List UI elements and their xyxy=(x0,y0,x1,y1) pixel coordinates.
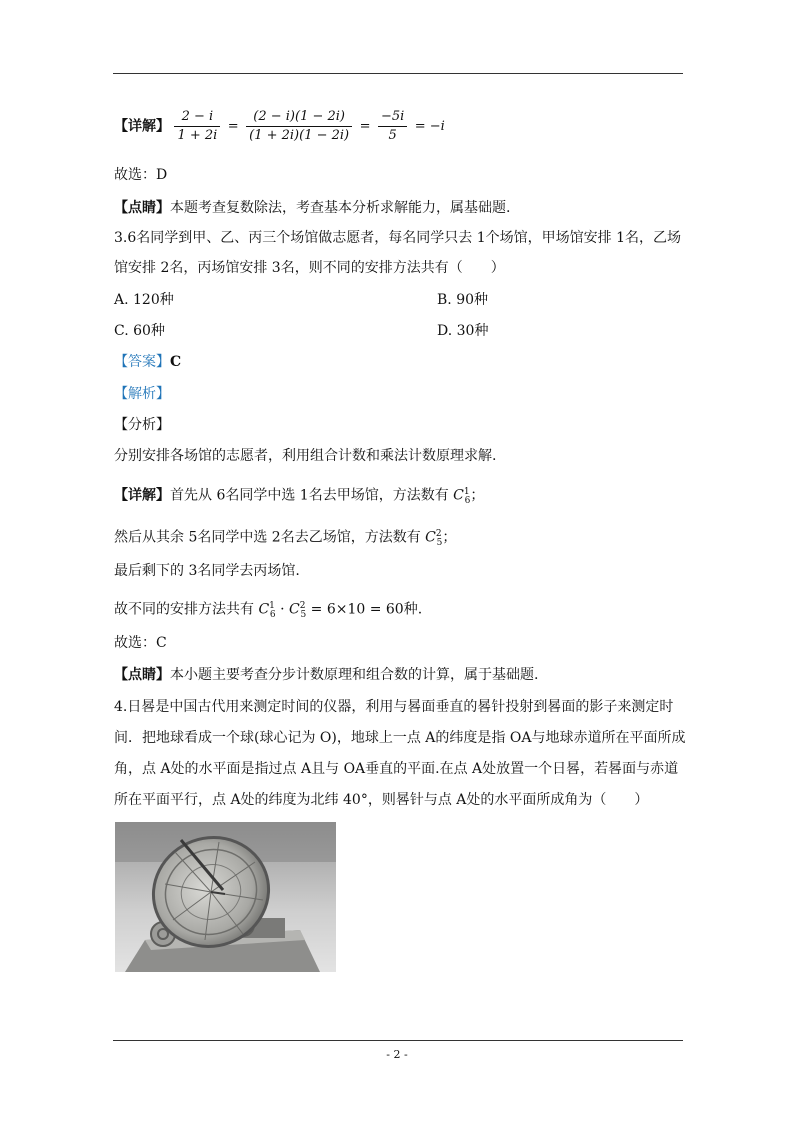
analysis-text: 分别安排各场馆的志愿者，利用组合计数和乘法计数原理求解. xyxy=(114,448,497,464)
sundial-photo xyxy=(115,822,336,972)
choose-answer-2: 故选：C xyxy=(114,635,167,651)
answer: 【答案】C xyxy=(114,354,182,370)
result: = −i xyxy=(414,118,445,134)
choose-answer-1: 故选：D xyxy=(114,167,168,183)
option-c: C. 60种 xyxy=(114,323,165,339)
question-3-line-2: 馆安排 2名，丙场馆安排 3名，则不同的安排方法共有（ ） xyxy=(114,260,505,276)
option-b: B. 90种 xyxy=(437,292,489,308)
comment-1: 【点睛】本题考查复数除法，考查基本分析求解能力，属基础题. xyxy=(114,200,511,216)
question-4-line-1: 4.日晷是中国古代用来测定时间的仪器，利用与晷面垂直的晷针投射到晷面的影子来测定时 xyxy=(114,699,674,715)
detail-line-4: 故不同的安排方法共有 $C^1_6 \cdot C^2_5 = 6\times 10 = 60$种. xyxy=(114,601,423,621)
fraction-3: $\frac{-5i}{5}$ xyxy=(378,108,407,145)
fraction-2: $\frac{(2 - i)(1 - 2i)}{(1 + 2i)(1 - 2i)}$ xyxy=(246,108,352,145)
detail-line-1: 【详解】首先从 6名同学中选 1名去甲场馆，方法数有 $C^1_6$； xyxy=(114,487,485,507)
question-4-line-3: 角，点 A处的水平面是指过点 A且与 OA垂直的平面.在点 A处放置一个日晷，若晷面与赤道 xyxy=(114,761,679,777)
analysis-subheading: 【分析】 xyxy=(114,417,170,433)
question-4-line-2: 间．把地球看成一个球(球心记为 O)，地球上一点 A的纬度是指 OA与地球赤道所在平面所成 xyxy=(114,730,686,746)
question-4-line-4: 所在平面平行，点 A处的纬度为北纬 40°，则晷针与点 A处的水平面所成角为（ ） xyxy=(114,792,649,808)
page-number: - 2 - xyxy=(386,1048,408,1061)
detail-line-2: 然后从其余 5名同学中选 2名去乙场馆，方法数有 $C^2_5$； xyxy=(114,529,457,549)
option-a: A. 120种 xyxy=(114,292,174,308)
fraction-1: $\frac{2 - i}{1 + 2i}$ xyxy=(174,108,220,145)
detail-equation: 【详解】 $\frac{2 - i}{1 + 2i}$ = $\frac{(2 - i)(1 - 2i)}{(1 + 2i)(1 - 2i)}$ = $\frac{-5i}{5}$ = −i xyxy=(114,109,445,143)
option-d: D. 30种 xyxy=(437,323,489,339)
footer-rule xyxy=(113,1040,683,1041)
question-3-line-1: 3.6名同学到甲、乙、丙三个场馆做志愿者，每名同学只去 1个场馆，甲场馆安排 1名，乙场 xyxy=(114,230,681,246)
detail-label: 【详解】 xyxy=(114,118,170,135)
header-rule xyxy=(113,73,683,74)
analysis-label: 【解析】 xyxy=(114,386,170,402)
detail-line-3: 最后剩下的 3名同学去丙场馆. xyxy=(114,563,300,579)
comment-2: 【点睛】本小题主要考查分步计数原理和组合数的计算，属于基础题. xyxy=(114,667,539,683)
